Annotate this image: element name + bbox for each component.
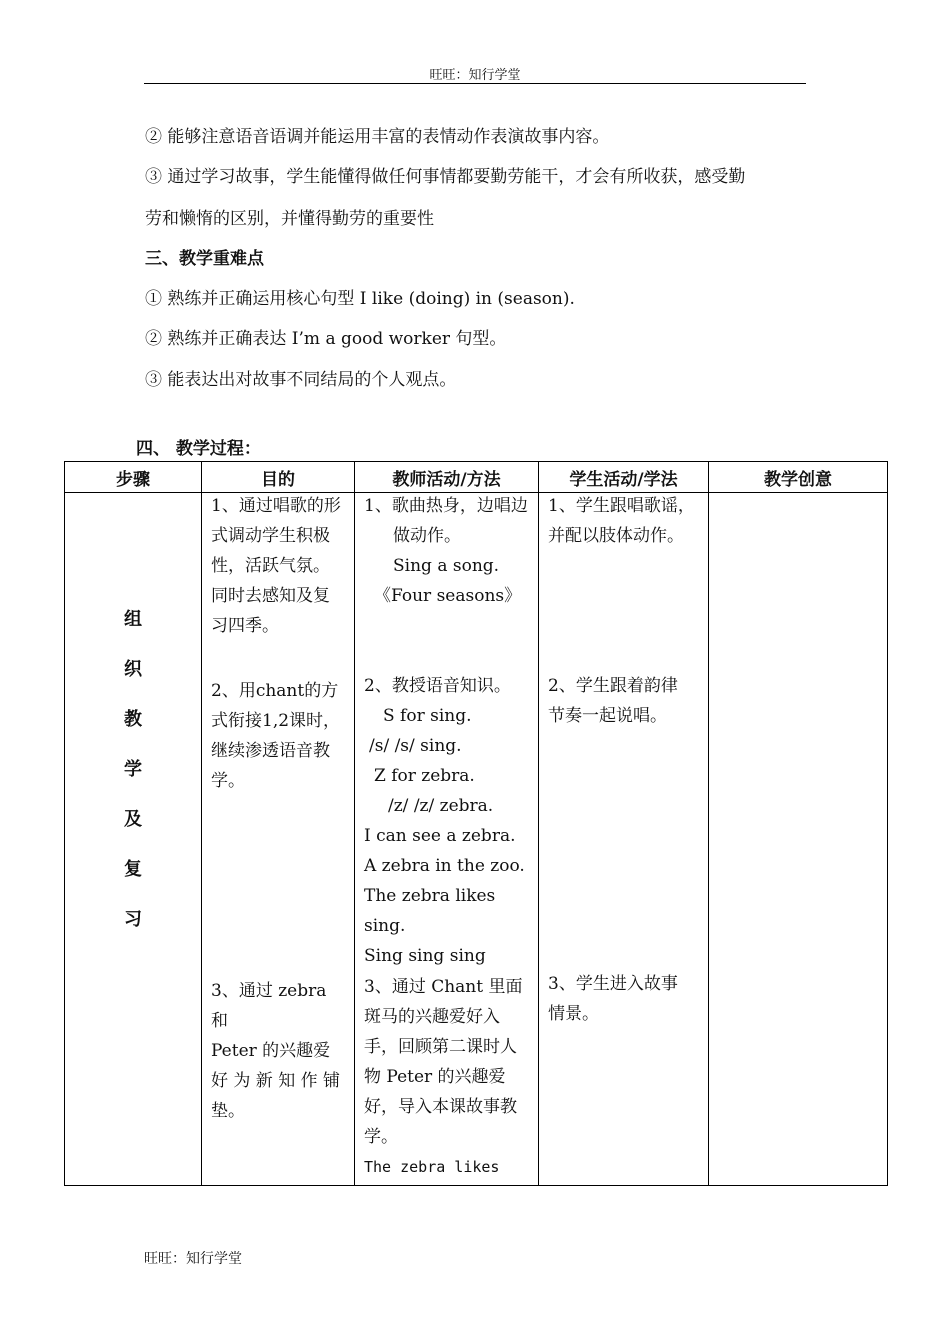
column-header-step: 步骤 [65, 462, 202, 493]
column-header-purpose: 目的 [202, 462, 355, 493]
column-header-student-activity: 学生活动/学法 [539, 462, 709, 493]
purpose-cell [202, 493, 355, 1186]
objective-item-2: ② 能够注意语音语调并能运用丰富的表情动作表演故事内容。 [145, 127, 610, 147]
objective-item-3-line-2: 劳和懒惰的区别，并懂得勤劳的重要性 [145, 209, 434, 229]
step-char: 学 [124, 759, 142, 780]
student-activity-1: 1、学生跟唱歌谣， 并配以肢体动作。 [548, 496, 695, 546]
table-row [65, 493, 888, 1186]
step-char: 及 [124, 809, 142, 830]
step-char: 复 [124, 859, 142, 880]
key-point-3: ③ 能表达出对故事不同结局的个人观点。 [145, 370, 457, 390]
page-footer: 旺旺：知行学堂 [144, 1251, 242, 1267]
purpose-3: 3、通过 zebra 和 Peter 的兴趣爱 好 为 新 知 作 铺 垫。 [211, 981, 341, 1121]
student-activity-3: 3、学生进入故事 情景。 [548, 974, 678, 1024]
objective-item-3-line-1: ③ 通过学习故事，学生能懂得做任何事情都要勤劳能干，才会有所收获，感受勤 [145, 167, 746, 187]
student-activity-2: 2、学生跟着韵律 节奏一起说唱。 [548, 676, 678, 726]
column-header-creative-idea: 教学创意 [709, 462, 888, 493]
step-char: 教 [124, 709, 142, 730]
teaching-process-table [64, 461, 888, 1186]
header-divider [144, 83, 806, 84]
purpose-2: 2、用chant的方 式衔接1,2课时， 继续渗透语音教 学。 [211, 681, 341, 791]
student-activity-cell [539, 493, 709, 1186]
step-cell [65, 493, 202, 1186]
purpose-1: 1、通过唱歌的形 式调动学生积极 性，活跃气氛。 同时去感知及复 习四季。 [211, 496, 341, 636]
creative-idea-cell [709, 493, 888, 1186]
step-char: 习 [124, 909, 142, 930]
table-header-row [65, 462, 888, 493]
key-point-2: ② 熟练并正确表达 I’m a good worker 句型。 [145, 329, 507, 349]
teacher-activity-2: 2、教授语音知识。 S for sing. /s/ /s/ sing. Z for zebra. /z/ /z/ zebra. I can see a zebra. A zebra in the zoo. The zebra likes sing. Sing sing sing [364, 676, 525, 966]
teacher-activity-3: 3、通过 Chant 里面 斑马的兴趣爱好入 手，回顾第二课时人 物 Peter 的兴趣爱 好，导入本课故事教 学。 The zebra likes [364, 977, 523, 1176]
page-header: 旺旺：知行学堂 [429, 68, 521, 83]
key-point-1: ① 熟练并正确运用核心句型 I like (doing) in (season). [145, 289, 575, 309]
process-heading: 四、 教学过程： [136, 439, 261, 459]
step-char: 组 [124, 609, 142, 630]
key-points-heading: 三、教学重难点 [145, 249, 264, 269]
teacher-activity-1: 1、歌曲热身，边唱边 做动作。 Sing a song. 《Four seasons》 [364, 496, 528, 606]
step-char: 织 [124, 659, 142, 680]
column-header-teacher-activity: 教师活动/方法 [355, 462, 539, 493]
teacher-activity-cell [355, 493, 539, 1186]
